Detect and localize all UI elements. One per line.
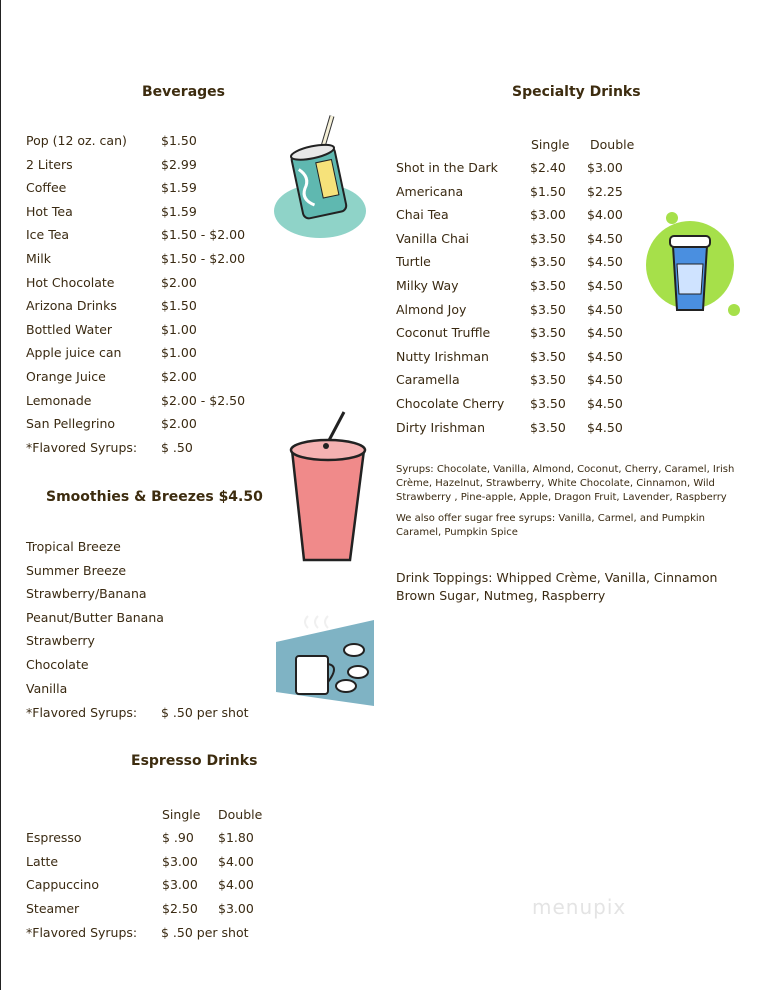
beverage-name: San Pellegrino: [26, 416, 116, 432]
beverage-price: $1.59: [161, 203, 197, 219]
specialty-name: Almond Joy: [396, 301, 467, 317]
specialty-single-price: $1.50: [530, 183, 566, 199]
beverage-price: $1.00: [161, 345, 197, 361]
smoothies-syrup-price: $ .50 per shot: [161, 705, 249, 720]
specialty-single-price: $3.50: [530, 230, 566, 246]
smoothie-item: Summer Breeze: [26, 562, 127, 578]
specialty-single-price: $3.50: [530, 372, 566, 388]
espresso-name: Steamer: [26, 900, 80, 916]
smoothie-item: Strawberry: [26, 633, 95, 649]
specialty-double-price: $4.50: [587, 278, 623, 293]
espresso-name: Latte: [26, 853, 59, 869]
espresso-single-price: $2.50: [162, 900, 198, 916]
beverage-price: $ .50: [161, 439, 193, 455]
specialty-single-price: $3.50: [530, 348, 566, 364]
toppings-note: Drink Toppings: Whipped Crème, Vanilla, Cinnamon Brown Sugar, Nutmeg, Raspberry: [396, 570, 718, 603]
specialty-name: Turtle: [396, 254, 431, 270]
specialty-col-double: Double: [590, 137, 635, 152]
espresso-single-price: $ .90: [162, 830, 194, 845]
specialty-double-price: $4.50: [587, 325, 623, 341]
beverage-price: $2.00: [161, 274, 197, 290]
specialty-single-price: $3.50: [530, 301, 566, 317]
beverage-name: Orange Juice: [26, 369, 106, 384]
smoothie-item: Vanilla: [26, 680, 68, 696]
specialty-row: [0, 160, 760, 182]
specialty-single-price: $3.50: [530, 254, 566, 270]
espresso-syrup-price: $ .50 per shot: [161, 925, 249, 940]
espresso-row: [0, 830, 760, 852]
beverage-name: Pop (12 oz. can): [26, 133, 127, 148]
beverage-name: Hot Chocolate: [26, 274, 115, 290]
beverage-name: *Flavored Syrups:: [26, 439, 138, 455]
specialty-double-price: $4.50: [587, 230, 623, 246]
smoothie-cup-icon: [286, 408, 372, 568]
smoothies-syrup-row: [0, 705, 300, 727]
beverage-name: Lemonade: [26, 392, 92, 408]
specialty-double-price: $4.00: [587, 207, 623, 223]
beverage-name: Arizona Drinks: [26, 298, 117, 314]
specialty-name: Dirty Irishman: [396, 419, 486, 435]
specialty-col-single: Single: [531, 137, 570, 152]
specialty-title: Specialty Drinks: [512, 84, 641, 100]
espresso-double-price: $1.80: [218, 830, 254, 845]
beverage-price: $1.00: [161, 321, 197, 337]
espresso-title: Espresso Drinks: [131, 753, 258, 769]
specialty-row: [0, 184, 760, 206]
beverage-price: $1.50: [161, 133, 197, 148]
specialty-single-price: $3.50: [530, 278, 566, 293]
beverage-price: $1.50 - $2.00: [161, 227, 246, 243]
espresso-single-price: $3.00: [162, 853, 198, 869]
specialty-double-price: $4.50: [587, 254, 623, 270]
beverage-name: Apple juice can: [26, 345, 122, 361]
specialty-single-price: $3.50: [530, 325, 566, 341]
specialty-row: [0, 420, 760, 442]
espresso-name: Espresso: [26, 830, 82, 845]
specialty-single-price: $3.50: [530, 396, 566, 411]
specialty-name: Nutty Irishman: [396, 348, 489, 364]
specialty-name: Shot in the Dark: [396, 160, 498, 175]
specialty-single-price: $3.00: [530, 207, 566, 223]
espresso-col-double: Double: [218, 807, 263, 822]
beverage-price: $1.50 - $2.00: [161, 251, 246, 266]
espresso-double-price: $3.00: [218, 900, 254, 916]
beverage-price: $2.00 - $2.50: [161, 392, 246, 408]
sugar-free-note: We also offer sugar free syrups: Vanilla, Carmel, and Pumpkin Caramel, Pumpkin Spice: [396, 513, 705, 538]
beverage-name: Ice Tea: [26, 227, 70, 243]
specialty-name: Vanilla Chai: [396, 230, 469, 246]
espresso-row: [0, 877, 760, 899]
beverage-row: [0, 133, 760, 155]
espresso-row: [0, 854, 760, 876]
espresso-single-price: $3.00: [162, 877, 198, 893]
espresso-col-single: Single: [162, 807, 201, 822]
smoothie-item: Chocolate: [26, 657, 89, 672]
specialty-name: Chocolate Cherry: [396, 396, 505, 411]
beverage-price: $1.59: [161, 180, 197, 196]
menupix-watermark: menupix: [532, 895, 627, 919]
soda-can-icon: [272, 108, 372, 243]
beverage-price: $2.00: [161, 369, 197, 384]
smoothie-item: Strawberry/Banana: [26, 586, 147, 602]
smoothie-item: Tropical Breeze: [26, 539, 121, 554]
specialty-double-price: $4.50: [587, 396, 623, 411]
specialty-double-price: $4.50: [587, 348, 623, 364]
smoothies-syrup-label: *Flavored Syrups:: [26, 705, 138, 720]
specialty-row: [0, 396, 760, 418]
syrups-note: Syrups: Chocolate, Vanilla, Almond, Coconut, Cherry, Caramel, Irish Crème, Hazelnut, Strawberry, White Chocolate, Cinnamon, Wild Strawberry , Pine-apple, Apple, Dragon Fruit, Lavender, Raspberry: [396, 464, 735, 503]
beverage-row: [0, 440, 760, 462]
specialty-double-price: $4.50: [587, 301, 623, 317]
specialty-name: Chai Tea: [396, 207, 449, 223]
coffee-mug-beans-icon: [274, 614, 376, 708]
togo-cup-icon: [640, 208, 746, 320]
espresso-row: [0, 901, 760, 923]
specialty-single-price: $2.40: [530, 160, 566, 175]
beverage-name: Bottled Water: [26, 321, 113, 337]
specialty-single-price: $3.50: [530, 419, 566, 435]
beverages-title: Beverages: [142, 84, 225, 100]
specialty-row: [0, 372, 760, 394]
beverage-name: Hot Tea: [26, 203, 73, 219]
specialty-name: Caramella: [396, 372, 460, 388]
beverage-name: 2 Liters: [26, 156, 73, 172]
espresso-syrup-label: *Flavored Syrups:: [26, 925, 138, 940]
espresso-name: Cappuccino: [26, 877, 99, 893]
smoothie-item: Peanut/Butter Banana: [26, 609, 164, 625]
espresso-syrup-row: [0, 925, 300, 947]
beverage-price: $2.99: [161, 156, 197, 172]
specialty-name: Coconut Truffle: [396, 325, 491, 341]
smoothies-title: Smoothies & Breezes $4.50: [46, 489, 263, 505]
beverage-price: $2.00: [161, 416, 197, 432]
specialty-name: Americana: [396, 183, 464, 199]
beverage-name: Coffee: [26, 180, 67, 196]
specialty-double-price: $4.50: [587, 419, 623, 435]
specialty-row: [0, 325, 760, 347]
espresso-double-price: $4.00: [218, 853, 254, 869]
beverage-name: Milk: [26, 251, 51, 266]
specialty-double-price: $2.25: [587, 183, 623, 199]
beverage-price: $1.50: [161, 298, 197, 314]
espresso-double-price: $4.00: [218, 877, 254, 893]
specialty-double-price: $4.50: [587, 372, 623, 388]
specialty-double-price: $3.00: [587, 160, 623, 175]
specialty-row: [0, 349, 760, 371]
specialty-name: Milky Way: [396, 278, 459, 293]
